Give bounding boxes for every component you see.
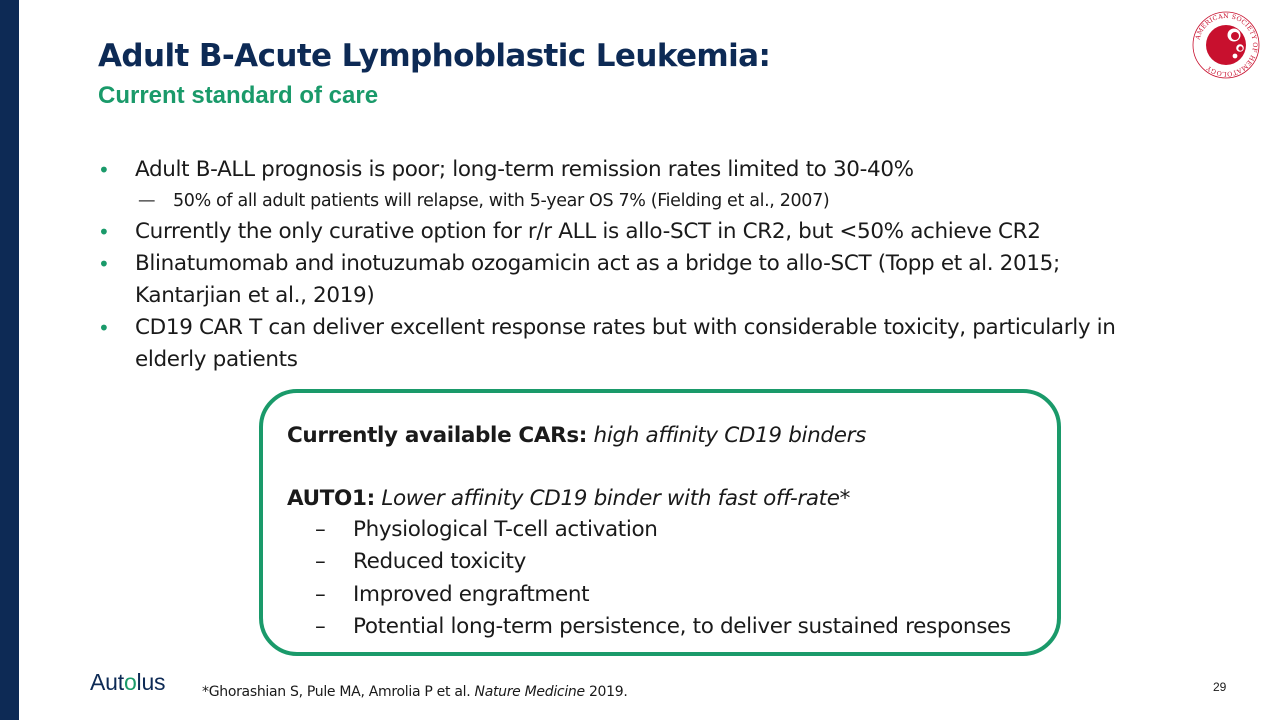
auto1-callout-box [259,389,1061,656]
autolus-logo-text-a: Aut [90,669,124,695]
callout-list-item [315,580,589,610]
callout-item-marker: – [315,582,326,607]
callout-item-marker: – [315,517,326,542]
sub-bullet-item [98,186,1198,216]
slide-title: Adult B-Acute Lymphoblastic Leukemia: [98,38,771,74]
page-number: 29 [1213,680,1227,694]
bullet-item [98,312,1198,376]
bullet-item [98,216,1198,248]
bullet-text: Adult B-ALL prognosis is poor; long-term remission rates limited to 30-40% [135,157,914,182]
citation-journal: Nature Medicine [474,684,585,700]
callout-item-marker: – [315,614,326,639]
callout-item-text: Potential long-term persistence, to deliver sustained responses [353,614,1011,639]
citation-authors: *Ghorashian S, Pule MA, Amrolia P et al. [202,684,471,700]
left-accent-bar [0,0,19,720]
bullet-text-line-1: Blinatumomab and inotuzumab ozogamicin act as a bridge to allo-SCT (Topp et al. 2015; [135,251,1060,276]
bullet-marker: • [98,252,110,276]
auto1-text: Lower affinity CD19 binder with fast off-rate* [381,486,851,511]
callout-item-marker: – [315,549,326,574]
slide-subtitle: Current standard of care [98,82,379,109]
ash-logo-ring-text: AMERICAN SOCIETY OF HEMATOLOGY [1194,12,1259,78]
sub-bullet-marker: — [138,191,156,211]
footer-citation [202,684,628,700]
ash-logo [1191,10,1261,80]
bullet-list [98,154,1198,376]
citation-year: 2019 [588,684,624,700]
bullet-text-line-1: CD19 CAR T can deliver excellent response rates but with considerable toxicity, particularly in [135,315,1116,340]
callout-list-item [315,547,526,577]
bullet-text-line-2: elderly patients [135,347,298,372]
bullet-marker: • [98,220,110,244]
auto1-label: AUTO1: [287,486,375,511]
sub-bullet-text: 50% of all adult patients will relapse, with 5-year OS 7% (Fielding et al., 2007) [173,191,830,211]
bullet-text: Currently the only curative option for r/r ALL is allo-SCT in CR2, but <50% achieve CR2 [135,219,1041,244]
callout-item-text: Physiological T-cell activation [353,517,658,542]
current-cars-text: high affinity CD19 binders [593,423,866,448]
bullet-marker: • [98,316,110,340]
autolus-logo-text-b: lus [136,669,166,695]
auto1-line [287,484,850,514]
citation-period: . [623,684,628,700]
bullet-marker: • [98,158,110,182]
bullet-item [98,154,1198,186]
current-cars-label: Currently available CARs: [287,423,588,448]
bullet-item [98,248,1198,312]
callout-item-text: Improved engraftment [353,582,590,607]
callout-item-text: Reduced toxicity [353,549,526,574]
callout-list-item [315,515,658,545]
bullet-text-line-2: Kantarjian et al., 2019) [135,283,375,308]
autolus-logo-o: o [123,669,137,695]
callout-list-item [315,612,1011,642]
current-cars-line [287,421,866,451]
autolus-logo [90,669,165,696]
